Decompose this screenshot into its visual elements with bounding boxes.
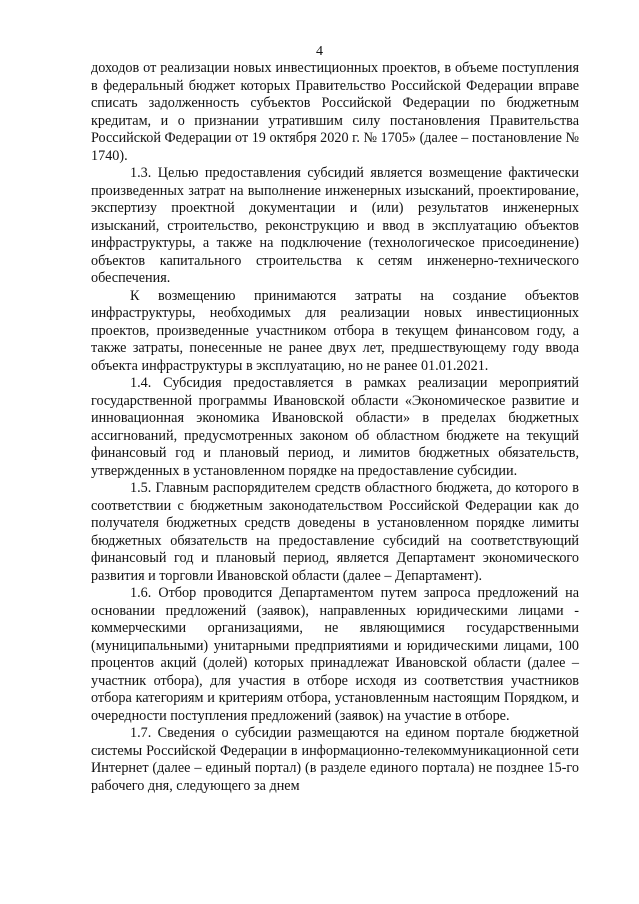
paragraph-1-6: 1.6. Отбор проводится Департаментом путем запроса предложений на основании предложений (заявок), направленных юридическими лицами - коммерческими организациями, не являющимися государственными (муниципальными) унитарными предприятиями и юридическими лицами, 100 процентов акций (долей) которых принадлежат Ивановской области (далее – участник отбора), для участия в отборе исходя из соответствия участников отбора категориям и критериям отбора, установленным настоящим Порядком, и очередности поступления предложений (заявок) на участие в отборе. — [91, 585, 579, 724]
page-number: 4 — [316, 44, 323, 59]
paragraph-reimbursement: К возмещению принимаются затраты на создание объектов инфраструктуры, необходимых для реализации новых инвестиционных проектов, произведенные участником отбора в текущем финансовом году, а также затраты, понесенные не ранее двух лет, предшествующему году ввода объекта инфраструктуры в эксплуатацию, но не ранее 01.01.2021. — [91, 287, 579, 374]
document-body — [91, 60, 579, 795]
paragraph-continuation: доходов от реализации новых инвестиционных проектов, в объеме поступления в федеральный бюджет которых Правительство Российской Федерации вправе списать задолженность субъектов Российской Федерации по бюджетным кредитам, и о признании утратившим силу постановления Правительства Российской Федерации от 19 октября 2020 г. № 1705» (далее – постановление № 1740). — [91, 60, 579, 164]
paragraph-1-5: 1.5. Главным распорядителем средств областного бюджета, до которого в соответствии с бюджетным законодательством Российской Федерации как до получателя бюджетных средств доведены в установленном порядке лимиты бюджетных обязательств на предоставление субсидий на соответствующий финансовый год и плановый период, является Департамент экономического развития и торговли Ивановской области (далее – Департамент). — [91, 480, 579, 584]
paragraph-1-3: 1.3. Целью предоставления субсидий является возмещение фактически произведенных затрат на выполнение инженерных изысканий, проектирование, экспертизу проектной документации и (или) результатов инженерных изысканий, строительство, реконструкцию и ввод в эксплуатацию объектов инфраструктуры, а также на подключение (технологическое присоединение) объектов капитального строительства к сетям инженерно-технического обеспечения. — [91, 165, 579, 286]
paragraph-1-4: 1.4. Субсидия предоставляется в рамках реализации мероприятий государственной программы Ивановской области «Экономическое развитие и инновационная экономика Ивановской области» в пределах бюджетных ассигнований, предусмотренных законом об областном бюджете на текущий финансовый год и плановый период, и лимитов бюджетных обязательств, утвержденных в установленном порядке на предоставление субсидии. — [91, 375, 579, 479]
paragraph-1-7: 1.7. Сведения о субсидии размещаются на едином портале бюджетной системы Российской Федерации в информационно-телекоммуникационной сети Интернет (далее – единый портал) (в разделе единого портала) не позднее 15-го рабочего дня, следующего за днем — [91, 725, 579, 794]
